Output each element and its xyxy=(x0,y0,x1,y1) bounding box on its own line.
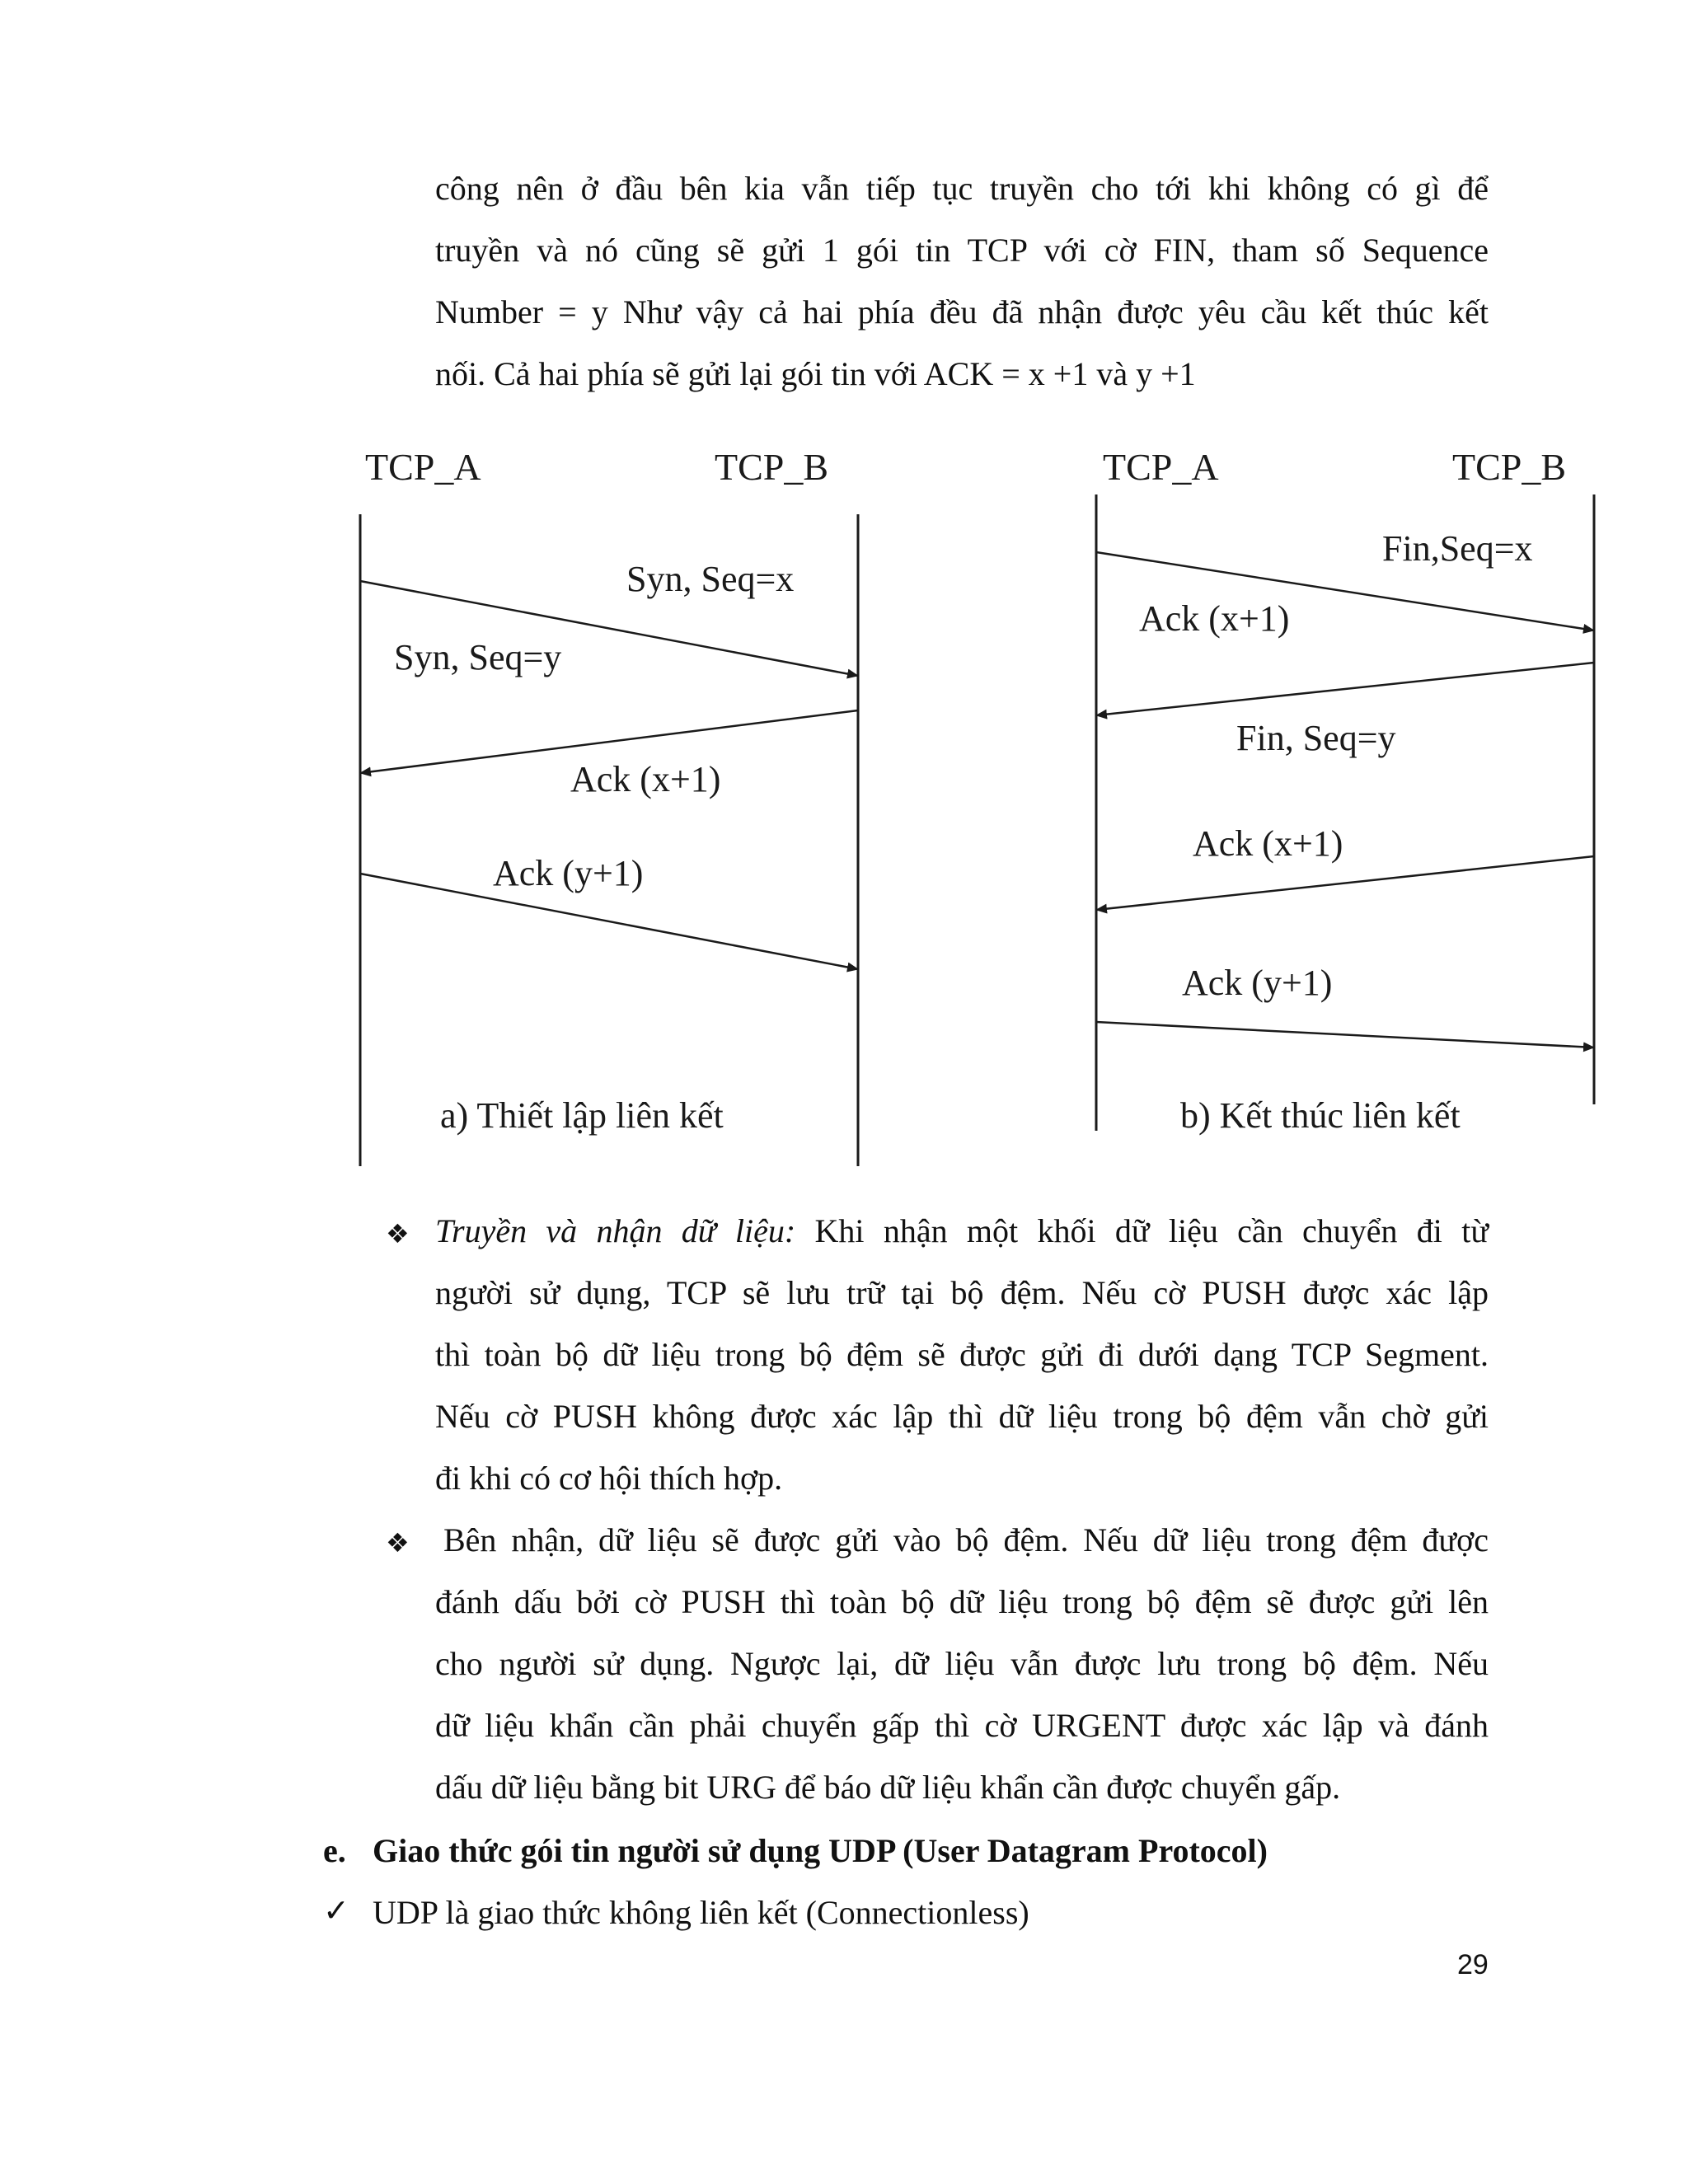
connection-termination-diagram xyxy=(1096,446,1594,1136)
left-caption: a) Thiết lập liên kết xyxy=(440,1095,724,1136)
bullet-1-line-1 xyxy=(435,1212,1489,1250)
left-host-b-label: TCP_B xyxy=(715,446,829,488)
connection-setup-diagram xyxy=(360,446,858,1166)
intro-line-3: Number = y Như vậy cả hai phía đều đã nhận được yêu cầu kết thúc kết xyxy=(435,293,1489,330)
bullet-1-line-3: thì toàn bộ dữ liệu trong bộ đệm sẽ được gửi đi dưới dạng TCP Segment. xyxy=(435,1336,1489,1373)
checkmark-icon: ✓ xyxy=(323,1892,349,1929)
left-host-a-label: TCP_A xyxy=(365,446,481,488)
bullet-1-title: Truyền và nhận dữ liệu: xyxy=(435,1212,796,1249)
right-arrow-ack-y xyxy=(1096,1022,1594,1047)
right-host-b-label: TCP_B xyxy=(1452,446,1567,488)
right-arrow-fin-y xyxy=(1096,856,1594,910)
right-msg-ack-x-first: Ack (x+1) xyxy=(1139,598,1290,639)
left-msg-ack-y: Ack (y+1) xyxy=(493,853,644,893)
bullet-1-line-1-text: Khi nhận một khối dữ liệu cần chuyển đi từ xyxy=(814,1212,1489,1249)
left-msg-syn-y: Syn, Seq=y xyxy=(394,637,562,677)
bullet-1-line-4: Nếu cờ PUSH không được xác lập thì dữ liệu trong bộ đệm vẫn chờ gửi xyxy=(435,1398,1489,1435)
intro-line-4: nối. Cả hai phía sẽ gửi lại gói tin với ACK = x +1 và y +1 xyxy=(435,355,1196,392)
bullet-1-line-5: đi khi có cơ hội thích hợp. xyxy=(435,1460,783,1497)
right-msg-ack-y: Ack (y+1) xyxy=(1182,963,1333,1003)
bullet-1-line-2: người sử dụng, TCP sẽ lưu trữ tại bộ đệm. Nếu cờ PUSH được xác lập xyxy=(435,1274,1489,1311)
section-title: Giao thức gói tin người sử dụng UDP (User Datagram Protocol) xyxy=(373,1832,1268,1869)
section-label: e. xyxy=(323,1832,346,1869)
diamond-bullet-icon: ❖ xyxy=(386,1527,410,1558)
diamond-bullet-icon: ❖ xyxy=(386,1218,410,1249)
intro-line-2: truyền và nó cũng sẽ gửi 1 gói tin TCP với cờ FIN, tham số Sequence xyxy=(435,232,1489,269)
left-msg-ack-x: Ack (x+1) xyxy=(570,759,721,799)
left-msg-syn-x: Syn, Seq=x xyxy=(626,559,795,599)
right-msg-fin-x: Fin,Seq=x xyxy=(1382,528,1533,569)
right-msg-fin-y: Fin, Seq=y xyxy=(1236,718,1396,758)
bullet-2-line-3: cho người sử dụng. Ngược lại, dữ liệu vẫn được lưu trong bộ đệm. Nếu xyxy=(435,1645,1489,1682)
right-host-a-label: TCP_A xyxy=(1103,446,1219,488)
right-msg-ack-x-second: Ack (x+1) xyxy=(1193,823,1343,864)
right-arrow-ack-x-first xyxy=(1096,663,1594,715)
bullet-2-line-5: dấu dữ liệu bằng bit URG để báo dữ liệu khẩn cần được chuyển gấp. xyxy=(435,1769,1341,1806)
page-number: 29 xyxy=(1457,1949,1489,1980)
right-caption: b) Kết thúc liên kết xyxy=(1180,1095,1461,1136)
bullet-2-line-4: dữ liệu khẩn cần phải chuyển gấp thì cờ URGENT được xác lập và đánh xyxy=(435,1707,1489,1744)
bullet-2-line-2: đánh dấu bởi cờ PUSH thì toàn bộ dữ liệu trong bộ đệm sẽ được gửi lên xyxy=(435,1583,1489,1620)
intro-line-1: công nên ở đầu bên kia vẫn tiếp tục truyền cho tới khi không có gì để xyxy=(435,170,1489,207)
bullet-2-line-1: Bên nhận, dữ liệu sẽ được gửi vào bộ đệm. Nếu dữ liệu trong đệm được xyxy=(443,1521,1489,1558)
check-item-text: UDP là giao thức không liên kết (Connectionless) xyxy=(373,1894,1029,1931)
